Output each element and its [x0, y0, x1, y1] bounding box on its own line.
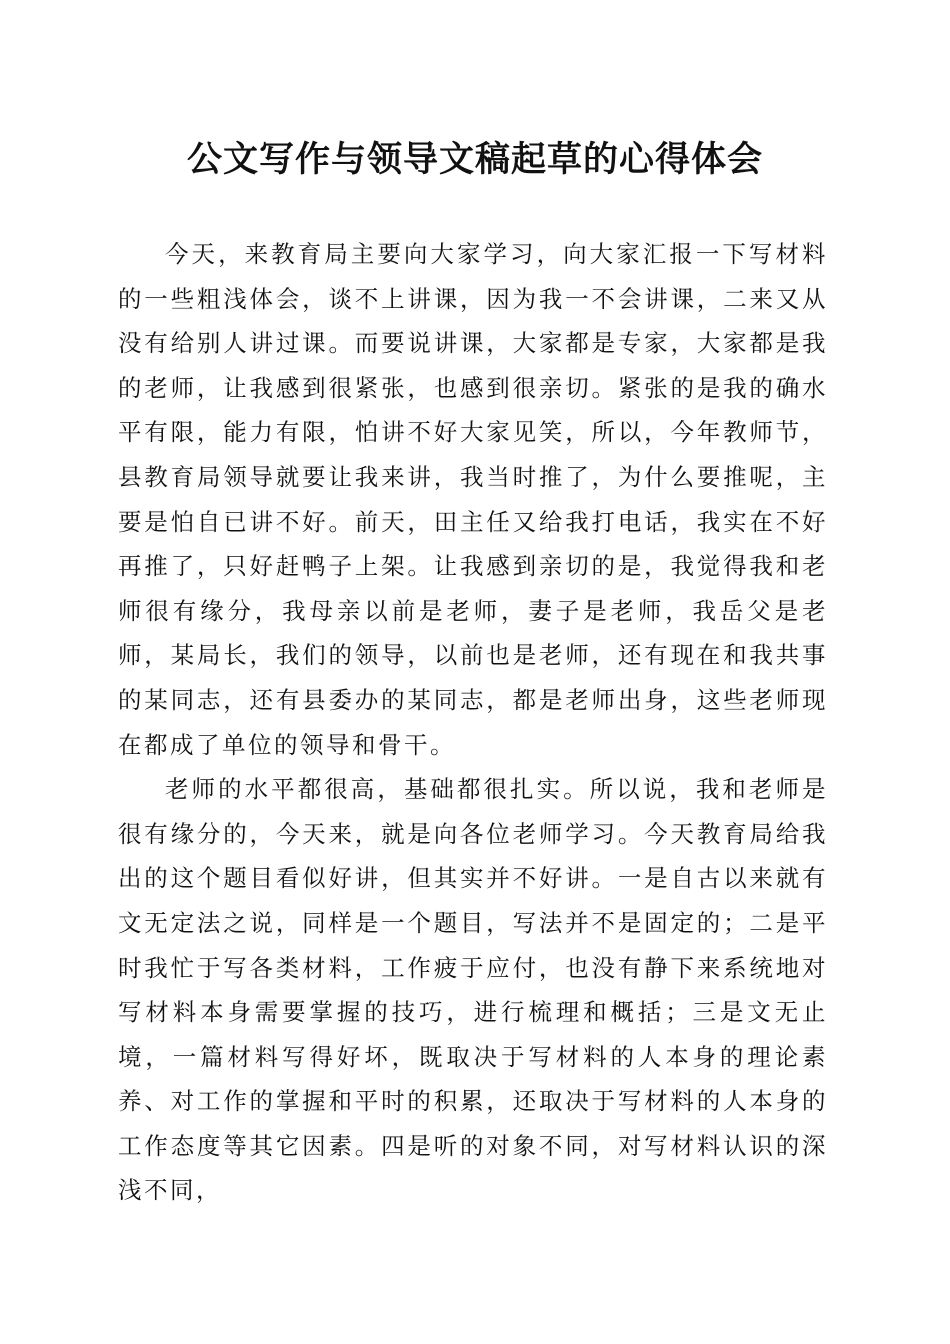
document-title: 公文写作与领导文稿起草的心得体会: [186, 139, 763, 180]
document-body: [118, 232, 828, 1213]
paragraph-1: 今天，来教育局主要向大家学习，向大家汇报一下写材料的一些粗浅体会，谈不上讲课，因为我一不会讲课，二来又从没有给别人讲过课。而要说讲课，大家都是专家，大家都是我的老师，让我感到很紧张，也感到很亲切。紧张的是我的确水平有限，能力有限，怕讲不好大家见笑，所以，今年教师节，县教育局领导就要让我来讲，我当时推了，为什么要推呢，主要是怕自已讲不好。前天，田主任又给我打电话，我实在不好再推了，只好赶鸭子上架。让我感到亲切的是，我觉得我和老师很有缘分，我母亲以前是老师，妻子是老师，我岳父是老师，某局长，我们的领导，以前也是老师，还有现在和我共事的某同志，还有县委办的某同志，都是老师出身，这些老师现在都成了单位的领导和骨干。: [118, 240, 828, 759]
paragraph-2: 老师的水平都很高，基础都很扎实。所以说，我和老师是很有缘分的，今天来，就是向各位老师学习。今天教育局给我出的这个题目看似好讲，但其实并不好讲。一是自古以来就有文无定法之说，同样是一个题目，写法并不是固定的；二是平时我忙于写各类材料，工作疲于应付，也没有静下来系统地对写材料本身需要掌握的技巧，进行梳理和概括；三是文无止境，一篇材料写得好坏，既取决于写材料的人本身的理论素养、对工作的掌握和平时的积累，还取决于写材料的人本身的工作态度等其它因素。四是听的对象不同，对写材料认识的深浅不同，: [118, 775, 828, 1205]
